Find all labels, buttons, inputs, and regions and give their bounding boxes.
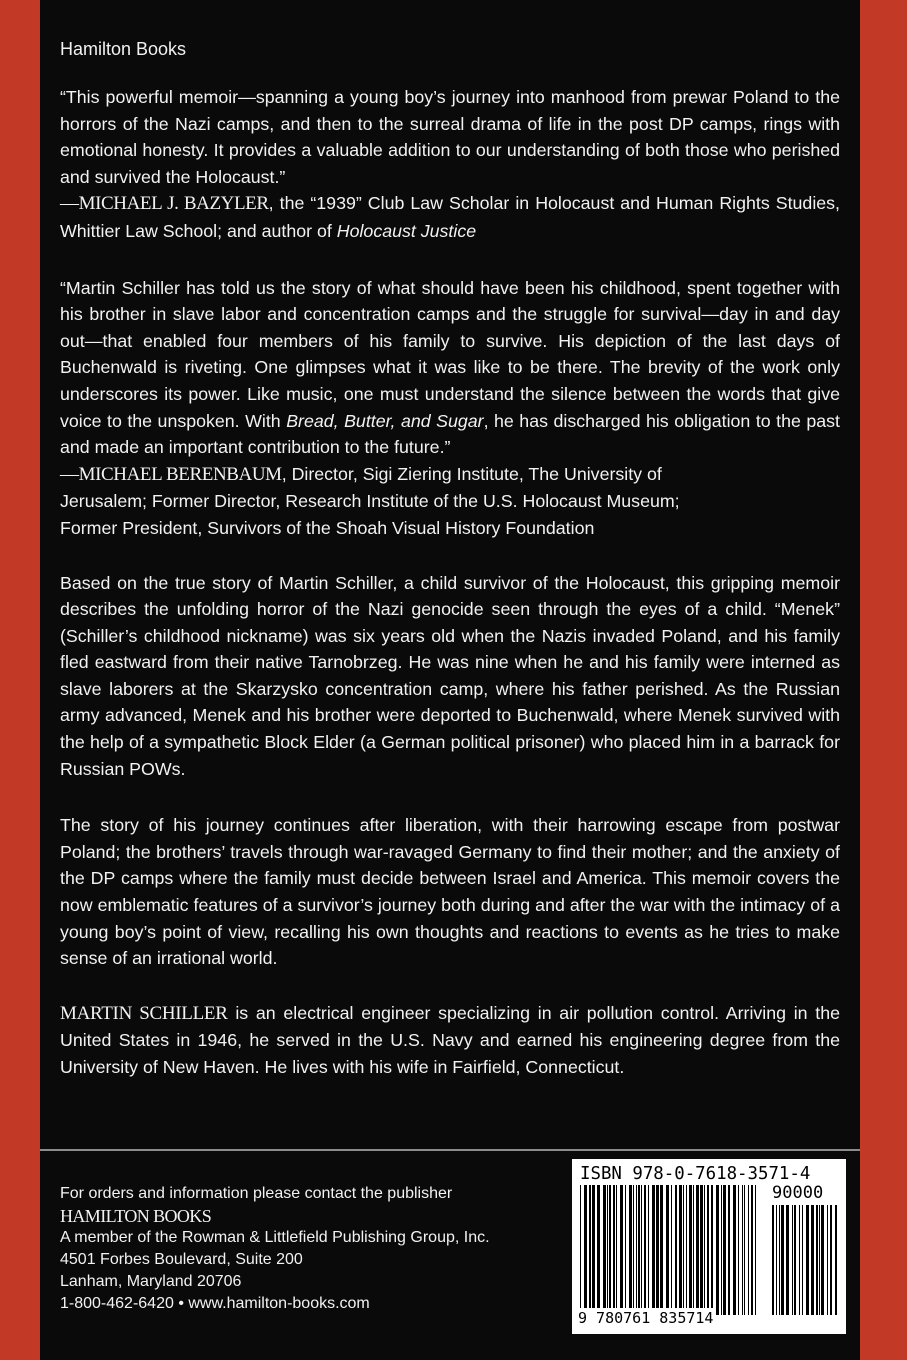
barcode-bar bbox=[721, 1185, 722, 1315]
barcode-bar bbox=[696, 1185, 699, 1315]
barcode-bar bbox=[638, 1185, 640, 1315]
contact-intro: For orders and information please contact the publisher bbox=[60, 1185, 453, 1202]
back-cover-panel bbox=[40, 0, 860, 1360]
barcode-bar bbox=[603, 1185, 606, 1315]
blurb-author-role-1: , the “1939” Club Law Scholar in Holocaust and Human Rights Studies, Whittier Law School; and author of bbox=[60, 193, 840, 241]
blurb-quote-2-tail: , he has discharged his obligation to the past and made an important contribution to the future.” bbox=[60, 410, 840, 458]
contact-address-1: 4501 Forbes Boulevard, Suite 200 bbox=[60, 1251, 303, 1268]
ean-digits: 9 780761 835714 bbox=[578, 1309, 714, 1327]
barcode-bar bbox=[683, 1185, 684, 1315]
barcode-bar bbox=[827, 1205, 828, 1315]
blurb-quote-2-lead: “Martin Schiller has told us the story of what should have been his childhood, spent together with his brother in slave labor and concentration camps and the struggle for survival—day in and day out—that enabled four members of his family to survive. His depiction of the last days of Buchenwald is riveting. One glimpses what it was like to be there. The brevity of the work only underscores its power. Like music, one must understand the silence between the words that give voice to the unspoken. With bbox=[60, 277, 840, 431]
barcode-bar bbox=[636, 1185, 637, 1315]
barcode-bar bbox=[781, 1205, 784, 1315]
author-bio bbox=[60, 1000, 840, 1081]
barcode-bar bbox=[819, 1205, 820, 1315]
barcode-bar bbox=[733, 1185, 736, 1315]
barcode-bar bbox=[597, 1185, 600, 1315]
blurb-author-role-2-line2: Jerusalem; Former Director, Research Institute of the U.S. Holocaust Museum; bbox=[60, 491, 680, 512]
barcode-bar bbox=[700, 1185, 703, 1315]
barcode-bar bbox=[792, 1205, 793, 1315]
blurb-attribution-1 bbox=[60, 190, 840, 244]
barcode-bar bbox=[589, 1185, 591, 1315]
barcode-bar bbox=[806, 1205, 809, 1315]
barcode-bar bbox=[786, 1205, 789, 1315]
barcode-bar bbox=[704, 1185, 705, 1315]
barcode-bar bbox=[689, 1185, 692, 1315]
barcode-bar bbox=[835, 1205, 837, 1315]
blurb-quote-2-book: Bread, Butter, and Sugar bbox=[286, 410, 484, 431]
barcode-bar bbox=[652, 1185, 655, 1315]
barcode-bar bbox=[671, 1185, 672, 1315]
description-paragraph-2: The story of his journey continues after liberation, with their harrowing escape from postwar Poland; the brothers’ travels through war-ravaged Germany to find their mother; and the anxiety of the DP camps where the family must decide between Israel and America. This memoir covers the now emblematic features of a survivor’s journey both during and after the war with the intimacy of a young boy’s point of view, recalling his own thoughts and reactions to events as he tries to make sense of an irrational world. bbox=[60, 815, 840, 969]
barcode-bar bbox=[609, 1185, 611, 1315]
barcode-bar bbox=[686, 1185, 687, 1315]
barcode-bar bbox=[799, 1205, 800, 1315]
cover-copy bbox=[60, 84, 840, 1081]
author-bio-name: MARTIN SCHILLER bbox=[60, 1002, 228, 1024]
barcode-bar bbox=[776, 1205, 777, 1315]
addon-barcode-bars bbox=[772, 1205, 838, 1315]
barcode-bar bbox=[816, 1205, 818, 1315]
barcode-bar bbox=[748, 1185, 749, 1315]
barcode-bar bbox=[666, 1185, 669, 1315]
barcode-bar bbox=[616, 1185, 617, 1315]
barcode-bar bbox=[641, 1185, 642, 1315]
barcode-bar bbox=[625, 1185, 626, 1315]
publisher-name: Hamilton Books bbox=[60, 39, 187, 59]
blurb-attribution-2 bbox=[60, 461, 840, 542]
blurb-author-book-1: Holocaust Justice bbox=[336, 220, 477, 241]
barcode-bar bbox=[675, 1185, 677, 1315]
contact-phone-web: 1-800-462-6420 • www.hamilton-books.com bbox=[60, 1295, 370, 1312]
isbn-label: ISBN 978-0-7618-3571-4 bbox=[580, 1164, 811, 1184]
barcode-bar bbox=[584, 1185, 587, 1315]
publisher-contact bbox=[60, 1183, 490, 1315]
barcode-bar bbox=[738, 1185, 739, 1315]
blurb-author-1: —MICHAEL J. BAZYLER bbox=[60, 193, 269, 215]
blurb-author-role-2-line1: , Director, Sigi Ziering Institute, The University of bbox=[281, 463, 662, 484]
barcode-bar bbox=[751, 1185, 753, 1315]
barcode-bar bbox=[821, 1205, 824, 1315]
barcode-bar bbox=[772, 1205, 774, 1315]
barcode-bar bbox=[742, 1185, 743, 1315]
barcode-bar bbox=[613, 1185, 615, 1315]
barcode-bar bbox=[580, 1185, 581, 1315]
price-code: 90000 bbox=[772, 1183, 824, 1203]
barcode-bar bbox=[716, 1185, 719, 1315]
description-paragraph-1: Based on the true story of Martin Schiller, a child survivor of the Holocaust, this gripping memoir describes the unfolding horror of the Nazi genocide seen through the eyes of a child. “Menek” (Schiller’s childhood nickname) was six years old when the Nazis invaded Poland, and his family fled eastward from their native Tarnobrzeg. He was nine when he and his family were interned as slave laborers at the Skarzysko concentration camp, where his father perished. As the Russian army advanced, Menek and his brother were deported to Buchenwald, where Menek survived with the help of a sympathetic Block Elder (a German political prisoner) who placed him in a barrack for Russian POWs. bbox=[60, 572, 840, 779]
barcode-bar bbox=[648, 1185, 649, 1315]
barcode-bar bbox=[656, 1185, 659, 1315]
ean-barcode-bars bbox=[580, 1185, 758, 1315]
barcode-bar bbox=[693, 1185, 694, 1315]
barcode-bar bbox=[644, 1185, 646, 1315]
barcode-bar bbox=[707, 1185, 709, 1315]
section-divider bbox=[40, 1149, 860, 1151]
author-bio-text: is an electrical engineer specializing in air pollution control. Arriving in the United States in 1946, he served in the U.S. Navy and earned his engineering degree from the University of New Haven. He lives with his wife in Fairfield, Connecticut. bbox=[60, 1002, 840, 1077]
barcode-bar bbox=[592, 1185, 595, 1315]
barcode-bar bbox=[802, 1205, 803, 1315]
blurb-author-2: —MICHAEL BERENBAUM bbox=[60, 463, 282, 485]
barcode-bar bbox=[607, 1185, 608, 1315]
barcode-bar bbox=[728, 1185, 730, 1315]
barcode-bar bbox=[811, 1205, 814, 1315]
barcode-bar bbox=[779, 1205, 780, 1315]
barcode-bar bbox=[744, 1185, 745, 1315]
barcode-bar bbox=[620, 1185, 623, 1315]
barcode-bar bbox=[723, 1185, 726, 1315]
blurb-author-role-2-line3: Former President, Survivors of the Shoah Visual History Foundation bbox=[60, 517, 595, 538]
blurb-quote-2 bbox=[60, 275, 840, 461]
barcode-bar bbox=[711, 1185, 713, 1315]
contact-address-2: Lanham, Maryland 20706 bbox=[60, 1273, 242, 1290]
barcode-bar bbox=[660, 1185, 663, 1315]
barcode-bar bbox=[794, 1205, 796, 1315]
barcode-bar bbox=[629, 1185, 632, 1315]
isbn-barcode bbox=[572, 1159, 846, 1334]
blurb-quote-1: “This powerful memoir—spanning a young boy’s journey into manhood from prewar Poland to the horrors of the Nazi camps, and then to the surreal drama of life in the post DP camps, rings with emotional honesty. It provides a valuable addition to our understanding of both those who perished and survived the Holocaust.” bbox=[60, 87, 840, 187]
barcode-bar bbox=[830, 1205, 832, 1315]
barcode-bar bbox=[633, 1185, 634, 1315]
contact-member: A member of the Rowman & Littlefield Publishing Group, Inc. bbox=[60, 1229, 490, 1246]
contact-imprint: HAMILTON BOOKS bbox=[60, 1206, 212, 1226]
barcode-bar bbox=[679, 1185, 682, 1315]
barcode-bar bbox=[755, 1185, 756, 1315]
